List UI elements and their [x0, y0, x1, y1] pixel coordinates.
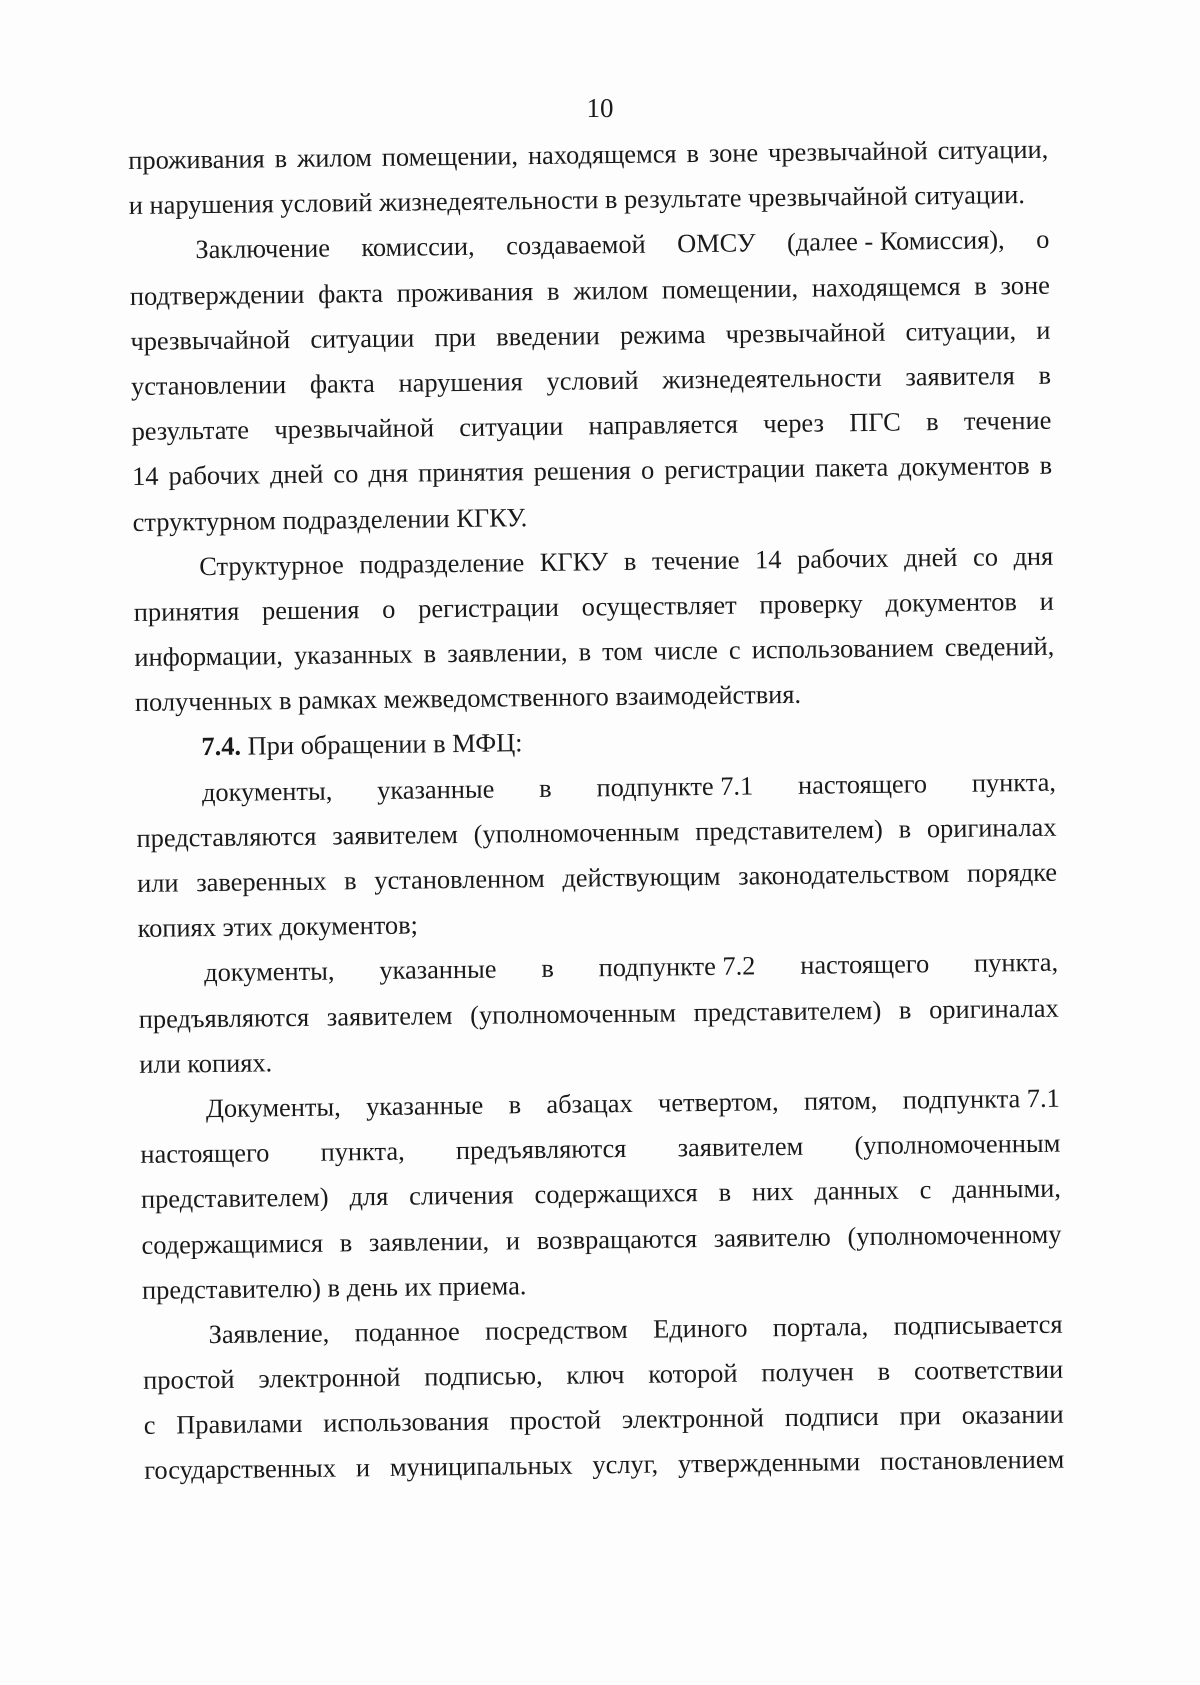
text-line: с Правилами использования простой электронной подписи при оказании — [143, 1398, 1064, 1441]
word: пункта, — [973, 947, 1059, 979]
word: (уполномоченным — [854, 1127, 1061, 1161]
word: ОМСУ — [676, 227, 756, 259]
word: в — [508, 1089, 522, 1120]
text-line: представляются заявителем (уполномоченным представителем) в оригиналах — [136, 811, 1057, 853]
word: (далее - Комиссия), — [786, 224, 1005, 258]
word: указанные — [376, 773, 495, 805]
text-line: простой электронной подписью, ключ которой получен в соответствии — [142, 1353, 1064, 1395]
text-line: и нарушения условий жизнедеятельности в результате чрезвычайной ситуации. — [128, 179, 1026, 221]
word: документы, — [204, 955, 335, 988]
text-line: представителем) для сличения содержащихся в них данных с данными, — [140, 1172, 1062, 1215]
word: пункта, — [320, 1135, 405, 1167]
word: Документы, — [205, 1091, 341, 1124]
text-line: копиях этих документов; — [137, 909, 419, 944]
text-line: Структурное подразделение КГКУ в течение 14 рабочих дней со дня — [199, 540, 1054, 581]
document-body — [128, 127, 1064, 1494]
text-line: информации, указанных в заявлении, в том числе с использованием сведений, — [134, 630, 1055, 673]
page-number: 10 — [586, 93, 614, 123]
word: результате — [131, 414, 250, 447]
text-line: представителю) в день их приема. — [141, 1269, 527, 1305]
word: в — [925, 406, 939, 437]
text-line: 14 рабочих дней со дня принятия решения о регистрации пакета документов в — [131, 450, 1053, 492]
word: Заключение — [195, 232, 331, 265]
word: течение — [963, 404, 1052, 436]
word: ПГС — [849, 406, 901, 438]
word: предъявляются — [455, 1133, 627, 1166]
text-line: полученных в рамках межведомственного взаимодействия. — [134, 679, 802, 718]
word: подпункта 7.1 — [902, 1082, 1060, 1115]
text-line: содержащимися в заявлении, и возвращаются заявителю (уполномоченному — [141, 1218, 1062, 1260]
word: настоящего — [140, 1137, 270, 1170]
word: подпункте 7.2 — [598, 950, 756, 983]
section-title: При обращении в МФЦ: — [240, 727, 523, 762]
text-line: или копиях. — [139, 1047, 273, 1079]
word: настоящего — [800, 948, 930, 981]
word: чрезвычайной — [274, 412, 435, 445]
text-line: установлении факта нарушения условий жизнедеятельности заявителя в — [130, 359, 1052, 401]
word: Единого — [652, 1312, 748, 1344]
text-line: подтверждении факта проживания в жилом помещении, находящемся в зоне — [129, 269, 1051, 311]
word: подписывается — [893, 1308, 1063, 1341]
word: настоящего — [797, 767, 928, 800]
word: пятом, — [803, 1084, 878, 1116]
word: подпункте 7.1 — [596, 770, 754, 802]
text-line: проживания в жилом помещении, находящемся в зоне чрезвычайной ситуации, — [128, 133, 1049, 175]
word: пункта, — [971, 766, 1057, 798]
word: портала, — [772, 1310, 869, 1343]
text-line: или заверенных в установленном действующим законодательством порядке — [136, 856, 1058, 898]
text-line: государственных и муниципальных услуг, утвержденными постановлением — [144, 1444, 1065, 1486]
text-line: принятия решения о регистрации осуществляет проверку документов и — [133, 585, 1054, 627]
word: посредством — [484, 1313, 628, 1346]
word: поданное — [354, 1315, 460, 1348]
word: ситуации — [459, 410, 564, 443]
word: указанные — [379, 953, 497, 986]
word: четвертом, — [657, 1086, 779, 1118]
word: через — [763, 407, 825, 439]
word: Заявление, — [208, 1317, 330, 1349]
word: указанные — [365, 1089, 484, 1122]
word: документы, — [201, 775, 333, 807]
text-line: предъявляются заявителем (уполномоченным представителем) в оригиналах — [138, 992, 1059, 1034]
word: создаваемой — [505, 229, 646, 261]
word: в — [538, 772, 552, 803]
word: абзацах — [546, 1087, 633, 1119]
text-line: структурном подразделении КГКУ. — [132, 501, 528, 537]
word: заявителем — [677, 1130, 804, 1163]
word: в — [541, 953, 555, 984]
word: о — [1035, 224, 1050, 255]
word: комиссии, — [361, 231, 475, 263]
word: направляется — [588, 408, 739, 441]
section-number: 7.4. — [201, 731, 242, 762]
text-line: чрезвычайной ситуации при введении режима чрезвычайной ситуации, и — [130, 314, 1051, 356]
